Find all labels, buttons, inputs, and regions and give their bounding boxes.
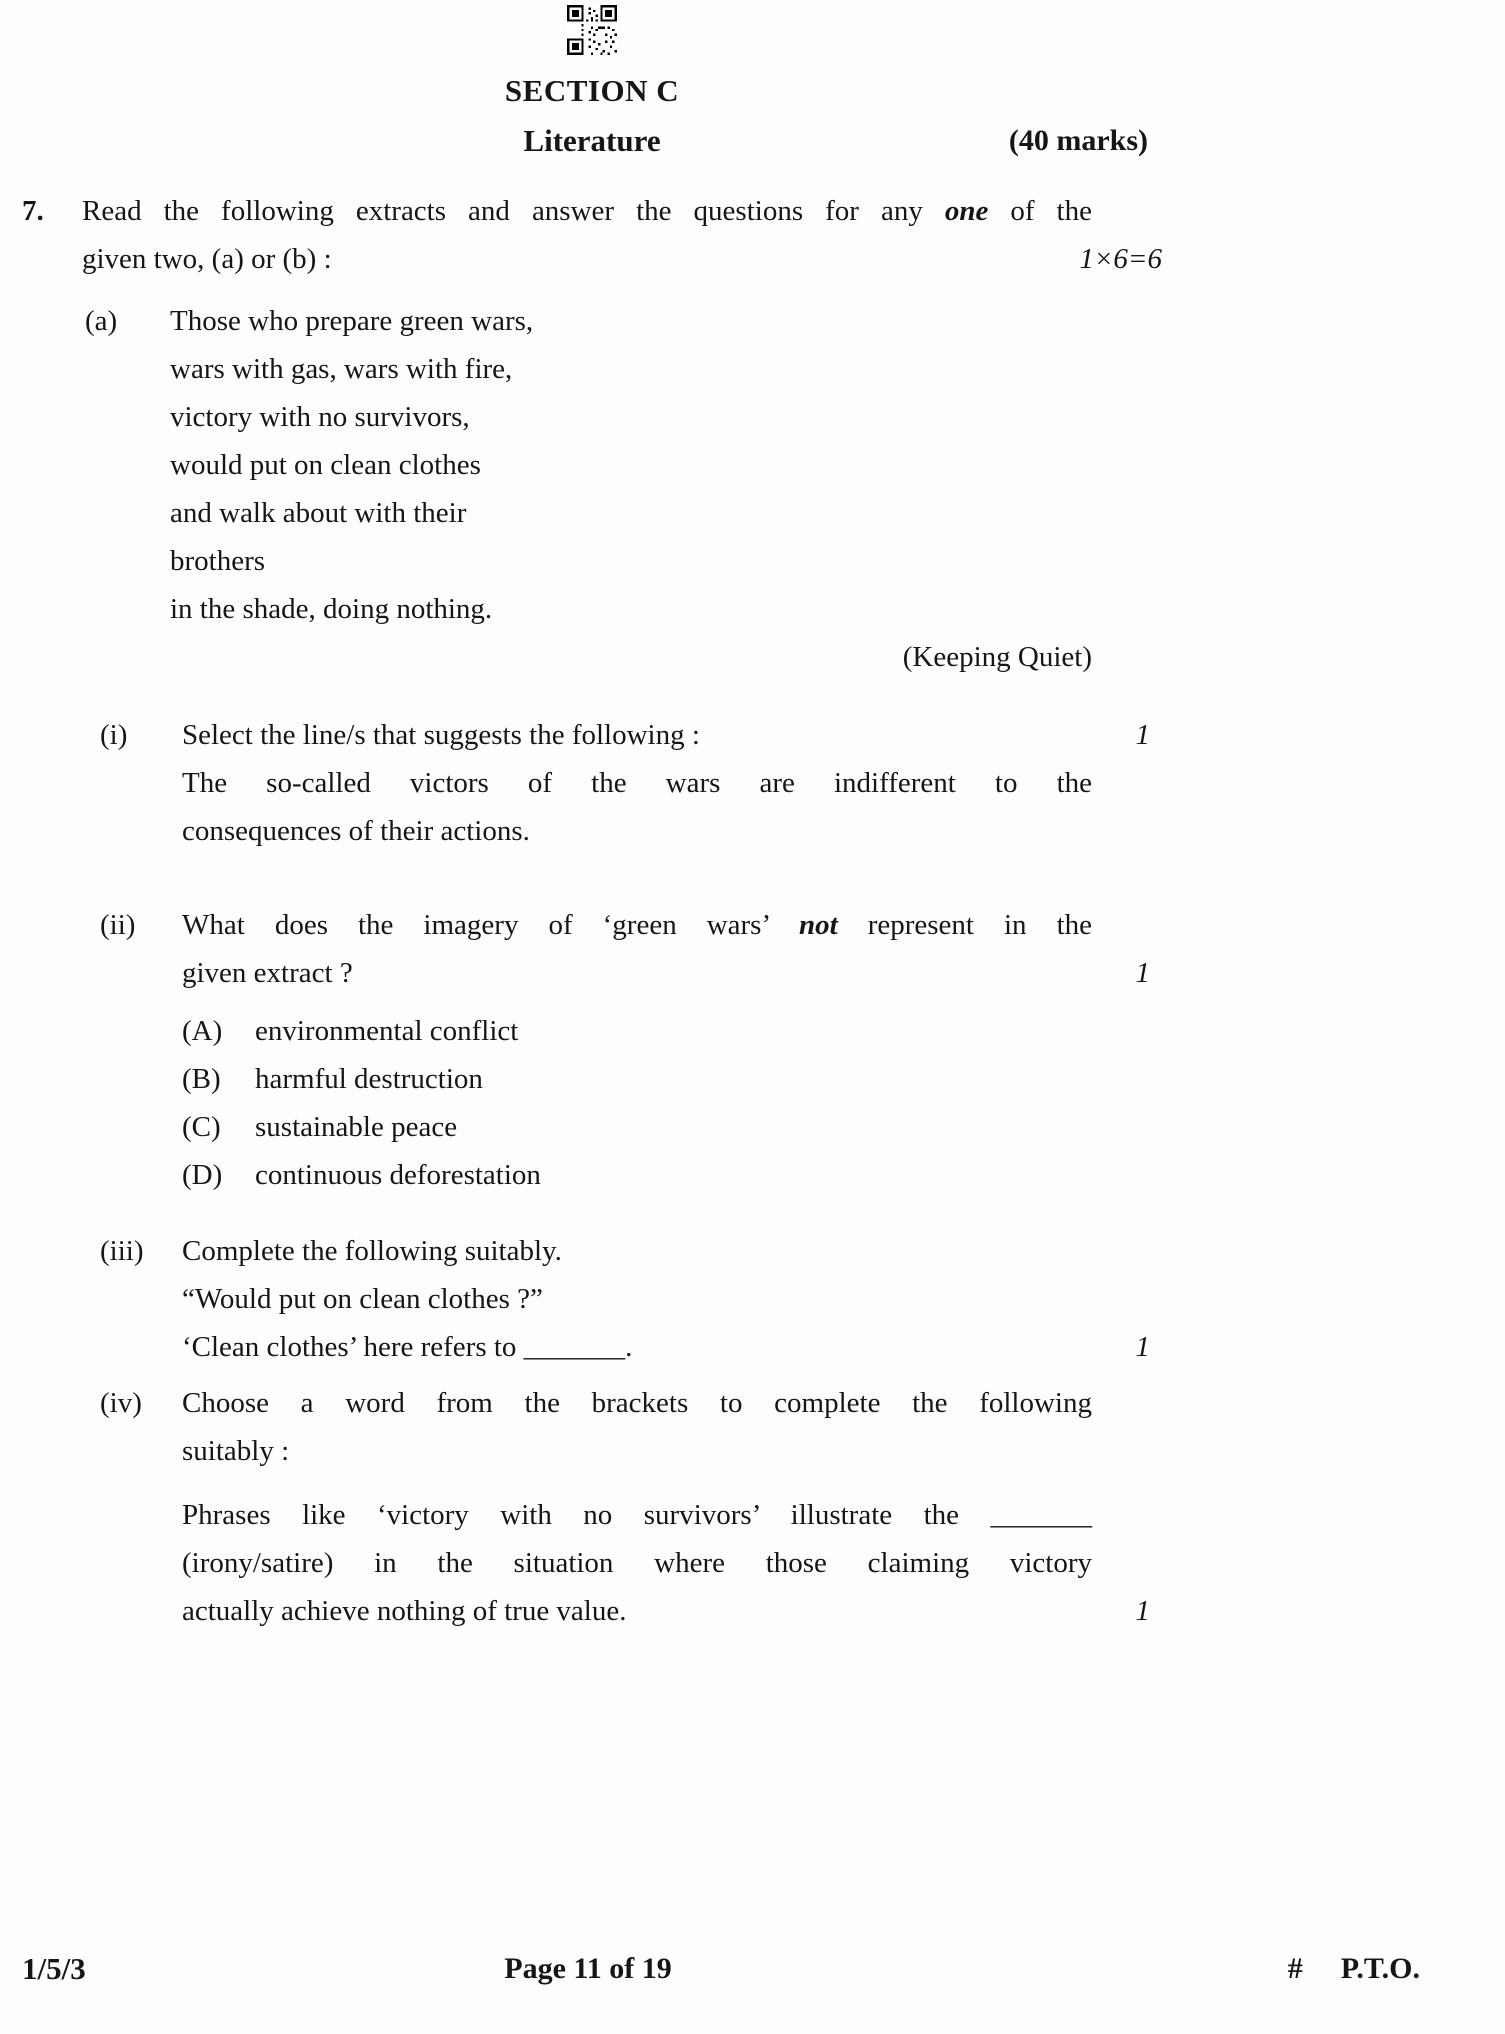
poem-line: and walk about with their [170, 497, 467, 529]
question-intro-line2: given two, (a) or (b) : 1×6=6 [82, 235, 1162, 283]
option-text: harmful destruction [255, 1063, 483, 1095]
question-intro-line1: Read the following extracts and answer the questions for any one of the [82, 195, 1092, 227]
marking-scheme: 1×6=6 [1079, 243, 1162, 275]
section-title: SECTION C [504, 73, 680, 108]
sub-question-iv-label: (iv) [100, 1387, 142, 1419]
extract-a-label: (a) [85, 305, 118, 337]
option-label: (D) [182, 1159, 223, 1191]
sub-question-iii-line2: “Would put on clean clothes ?” [182, 1283, 543, 1315]
poem-line: Those who prepare green wars, [170, 305, 534, 337]
sub-question-i-prompt: Select the line/s that suggests the following : [182, 719, 700, 751]
sub-question-i-body-line1: The so-called victors of the wars are indifferent to the [182, 767, 1092, 799]
option-text: environmental conflict [255, 1015, 519, 1047]
question-number: 7. [22, 195, 44, 227]
mark-value: 1 [1135, 1331, 1150, 1363]
poem-line: wars with gas, wars with fire, [170, 353, 513, 385]
mcq-option-d [182, 1151, 1162, 1199]
poem-line: victory with no survivors, [170, 401, 470, 433]
total-marks: (40 marks) [1008, 124, 1148, 157]
sub-question-i-body-line2: consequences of their actions. [182, 815, 530, 847]
hash-symbol: # [1287, 1952, 1303, 1985]
poem-attribution: (Keeping Quiet) [902, 641, 1092, 673]
page-content [22, 0, 1162, 1635]
emphasis-one: one [944, 195, 989, 227]
mcq-option-a [182, 1007, 1162, 1055]
page-indicator: Page 11 of 19 [504, 1952, 672, 1985]
sub-question-ii [100, 901, 1162, 1199]
poem-line: brothers [170, 545, 266, 577]
sub-question-iv-body-line2: (irony/satire) in the situation where those claiming victory [182, 1547, 1092, 1579]
sub-question-i [100, 711, 1162, 855]
qr-code-icon [567, 5, 617, 55]
page-footer [22, 1948, 1420, 1990]
poem-line: in the shade, doing nothing. [170, 593, 493, 625]
option-text: continuous deforestation [255, 1159, 541, 1191]
sub-question-ii-prompt-line2: given extract ? [182, 957, 353, 989]
sub-question-i-label: (i) [100, 719, 128, 751]
mark-value: 1 [1135, 957, 1150, 989]
paper-code: 1/5/3 [22, 1951, 86, 1986]
sub-question-iv-prompt-line2: suitably : [182, 1435, 290, 1467]
emphasis-not: not [799, 909, 838, 941]
option-label: (B) [182, 1063, 221, 1095]
mcq-options [182, 1007, 1162, 1199]
sub-question-iv-body-line3: actually achieve nothing of true value. [182, 1595, 627, 1627]
poem-extract [170, 297, 1162, 633]
sub-question-ii-label: (ii) [100, 909, 136, 941]
sub-question-iii-line1: Complete the following suitably. [182, 1235, 562, 1267]
subject-title: Literature [523, 123, 661, 158]
sub-question-iii-label: (iii) [100, 1235, 144, 1267]
sub-question-iv-prompt-line1: Choose a word from the brackets to complete the following [182, 1387, 1092, 1419]
sub-question-ii-prompt-line1: What does the imagery of ‘green wars’ not represent in the [182, 909, 1092, 941]
sub-question-iv [100, 1379, 1162, 1635]
mark-value: 1 [1135, 1595, 1150, 1627]
sub-question-iii-line3: ‘Clean clothes’ here refers to _______. [182, 1331, 633, 1363]
extract-a [82, 297, 1162, 633]
sub-question-iii [100, 1227, 1162, 1371]
option-text: sustainable peace [255, 1111, 458, 1143]
option-label: (C) [182, 1111, 221, 1143]
question-7 [22, 187, 1162, 681]
mcq-option-c [182, 1103, 1162, 1151]
sub-question-iv-body-line1: Phrases like ‘victory with no survivors’ illustrate the _______ [182, 1499, 1092, 1531]
pto-label: P.T.O. [1340, 1952, 1420, 1985]
option-label: (A) [182, 1015, 223, 1047]
mcq-option-b [182, 1055, 1162, 1103]
mark-value: 1 [1135, 719, 1150, 751]
poem-line: would put on clean clothes [170, 449, 481, 481]
